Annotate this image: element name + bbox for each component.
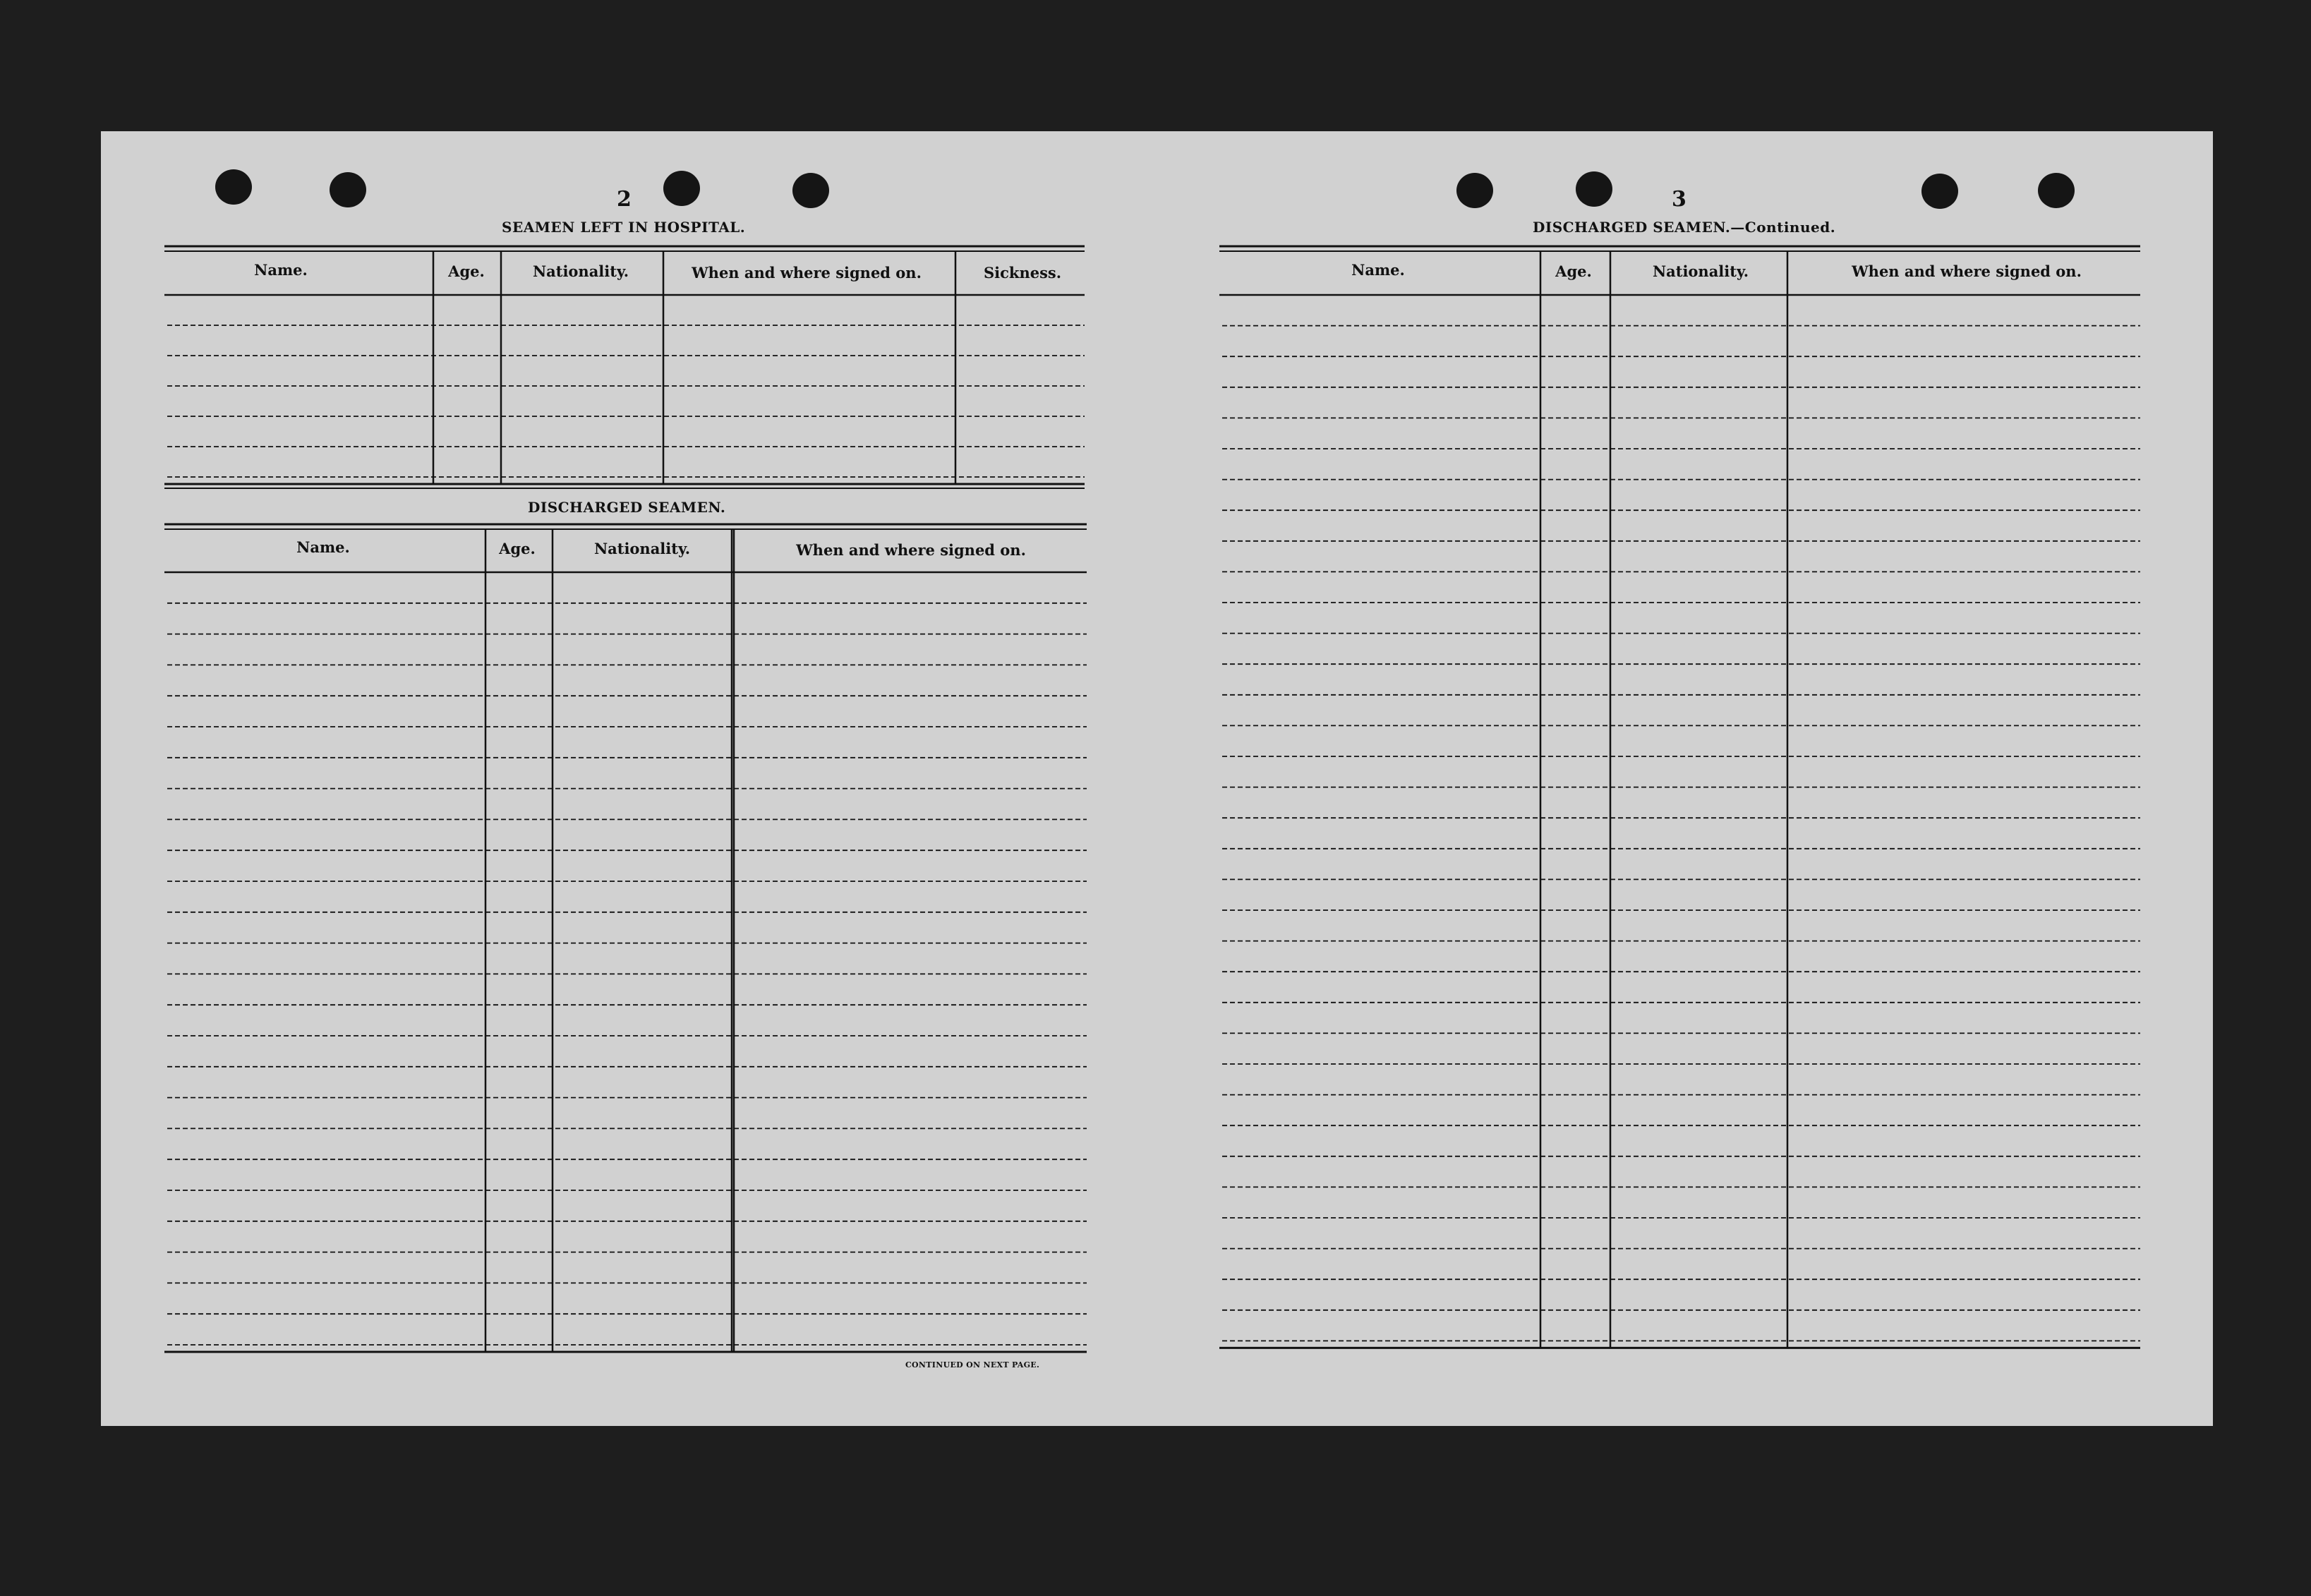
continued-header-age: Age. (1555, 262, 1592, 280)
discharged-header-nationality: Nationality. (593, 540, 691, 557)
continued-header-nationality: Nationality. (1652, 262, 1749, 280)
continued-header-signed-on: When and where signed on. (1852, 262, 2082, 280)
page-number-left: 2 (617, 187, 632, 212)
hospital-header-name: Name. (254, 261, 308, 279)
discharged-section-heading: DISCHARGED SEAMEN. (528, 499, 726, 516)
hospital-header-sickness: Sickness. (983, 264, 1062, 282)
discharged-header-age: Age. (499, 540, 536, 557)
continued-header-name: Name. (1351, 261, 1405, 279)
hospital-header-signed-on: When and where signed on. (692, 264, 922, 282)
discharged-continued-heading: DISCHARGED SEAMEN.—Continued. (1533, 219, 1836, 236)
hospital-header-age: Age. (448, 262, 485, 280)
discharged-header-signed-on: When and where signed on. (796, 541, 1026, 559)
hospital-section-heading: SEAMEN LEFT IN HOSPITAL. (502, 219, 746, 236)
discharged-header-name: Name. (296, 538, 350, 556)
page-number-right: 3 (1672, 187, 1687, 212)
continued-footer: CONTINUED ON NEXT PAGE. (905, 1360, 1040, 1370)
hospital-header-nationality: Nationality. (532, 262, 629, 280)
